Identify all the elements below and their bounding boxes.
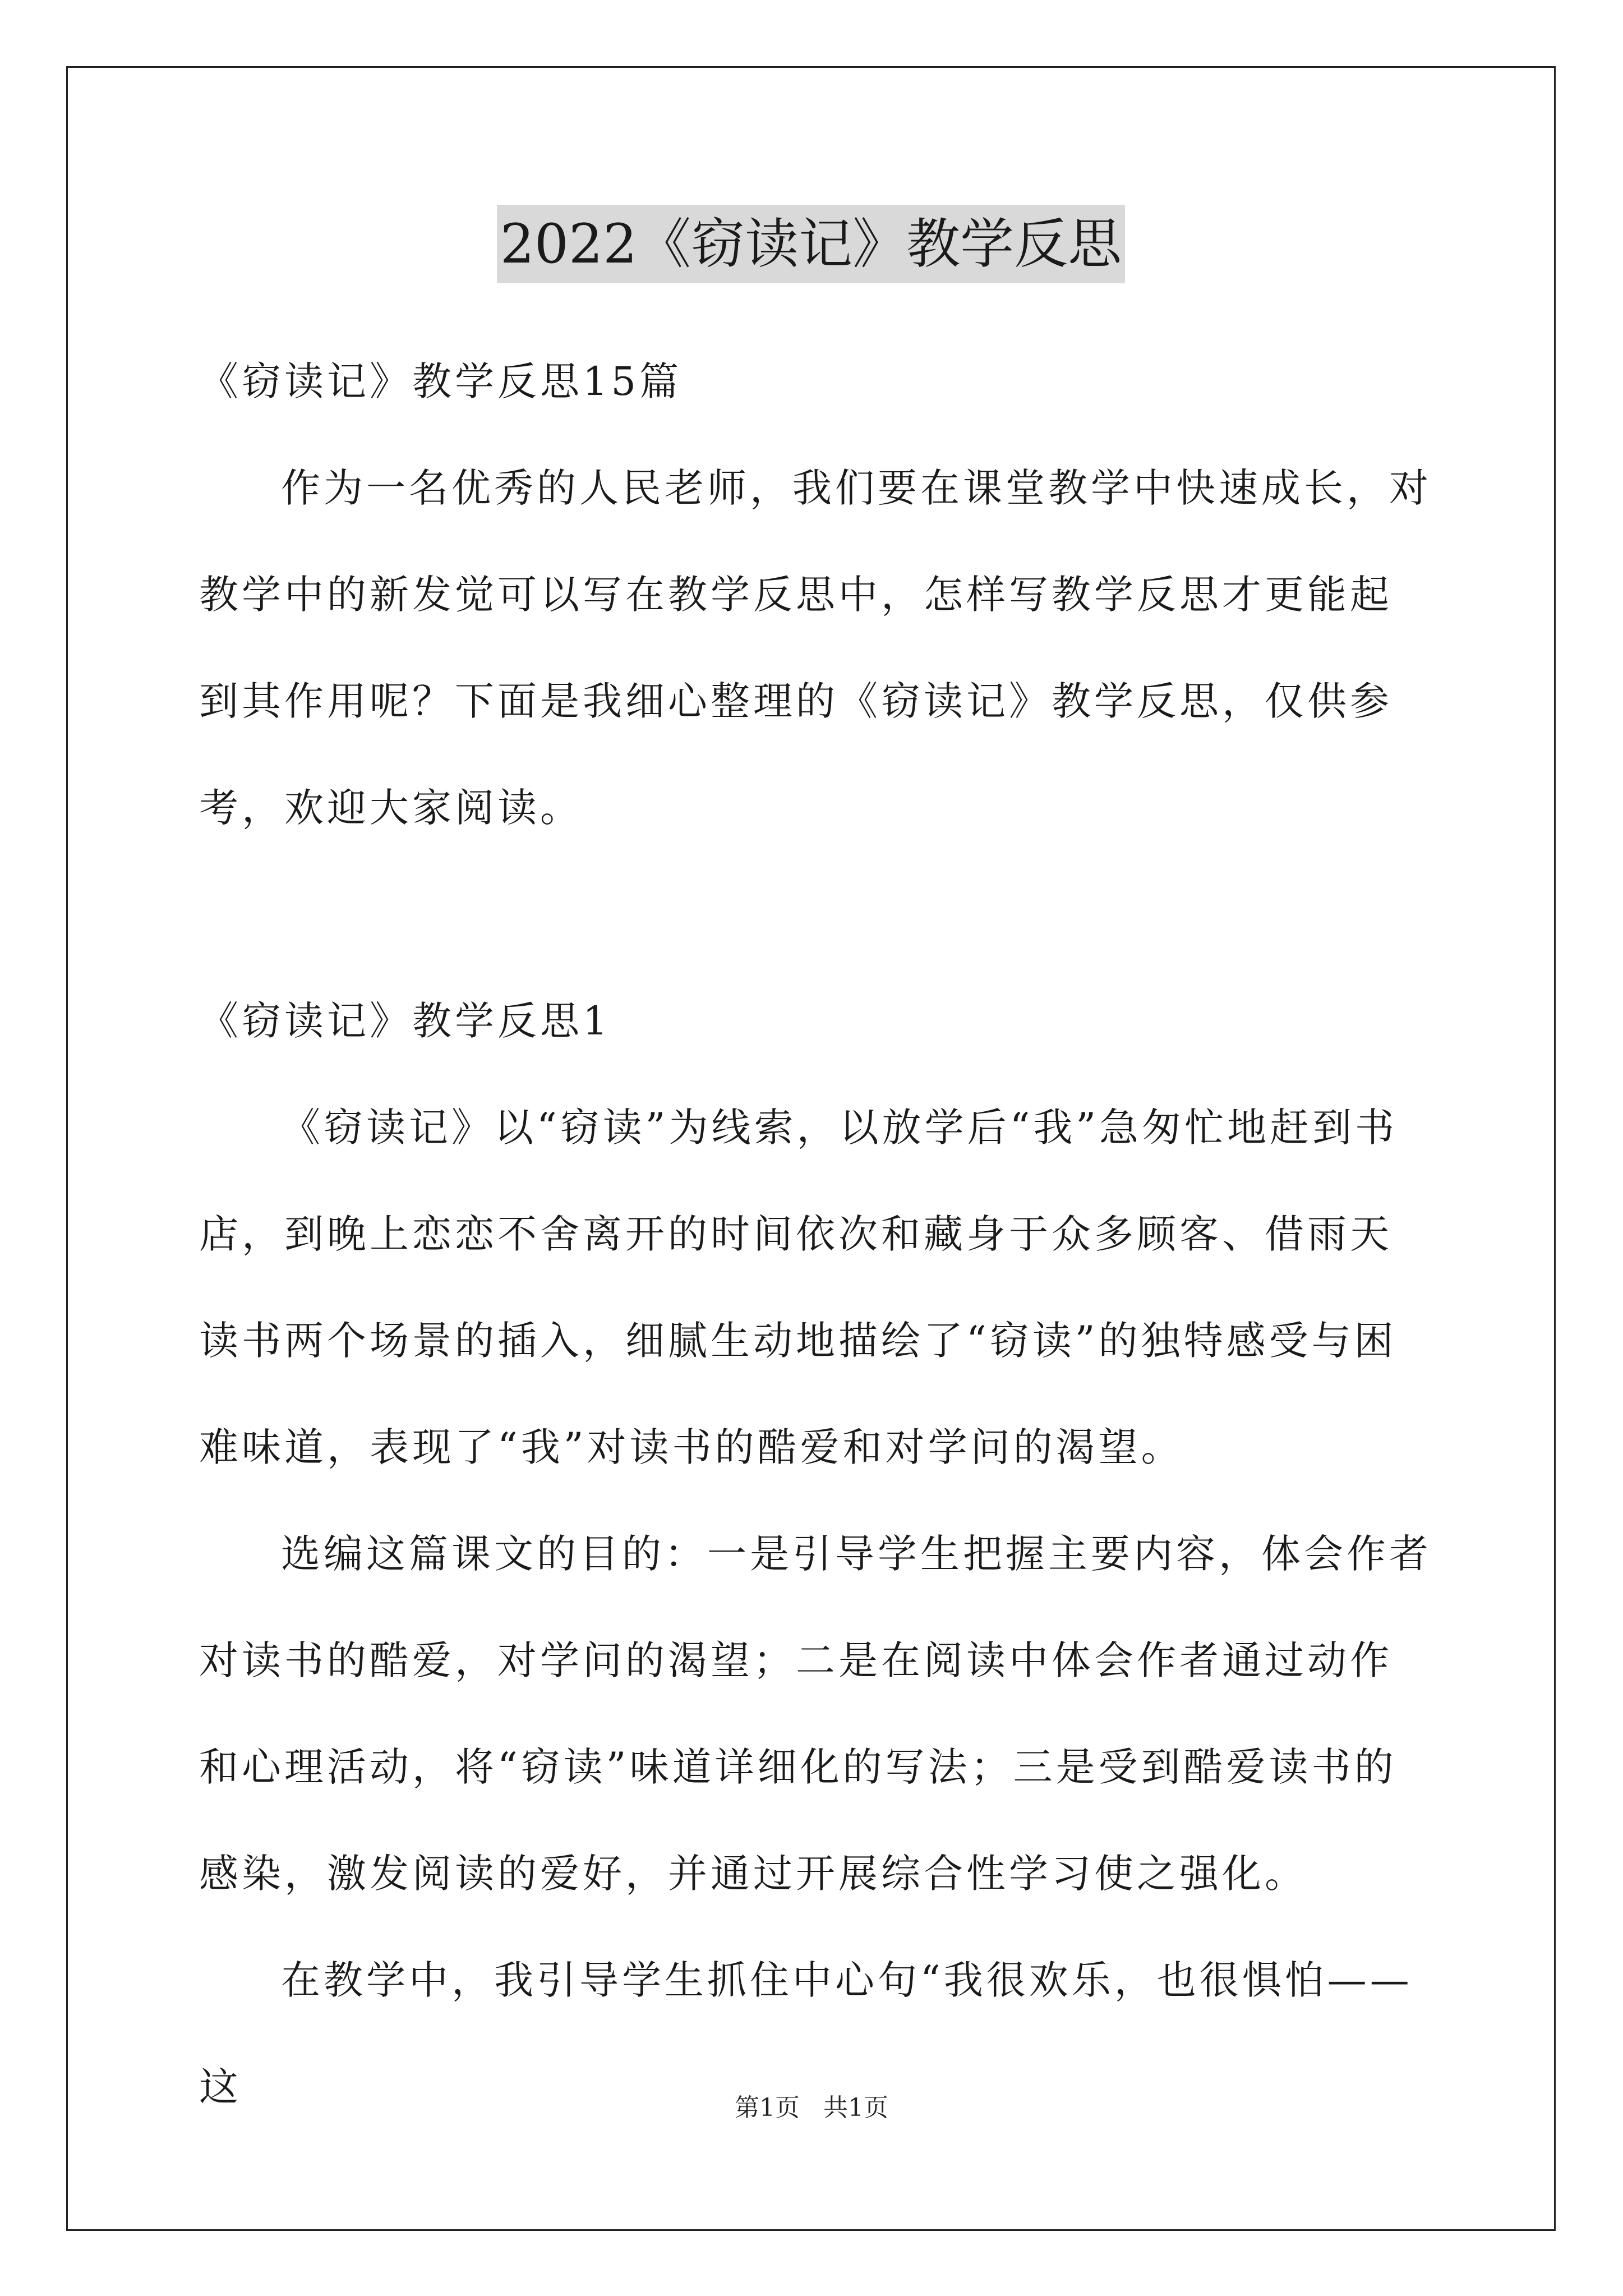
document-body bbox=[199, 194, 1433, 2140]
page-number-current: 第1页 bbox=[735, 2093, 800, 2122]
section-spacer bbox=[199, 861, 1433, 968]
body-paragraph: 在教学中，我引导学生抓住中心句“我很欢乐，也很惧怕——这 bbox=[199, 1957, 1413, 2110]
page-footer bbox=[0, 2091, 1623, 2125]
page-number-total: 共1页 bbox=[823, 2093, 888, 2122]
body-paragraph: 选编这篇课文的目的：一是引导学生把握主要内容，体会作者对读书的酷爱，对学问的渴望；二是在阅读中体会作者通过动作和心理活动，将“窃读”味道详细化的写法；三是受到酷爱读书的感染，激发阅读的爱好，并通过开展综合性学习使之强化。 bbox=[199, 1531, 1432, 1897]
document-subtitle: 《窃读记》教学反思15篇 bbox=[199, 358, 683, 404]
title-container bbox=[66, 194, 1556, 295]
section-heading: 《窃读记》教学反思1 bbox=[199, 998, 611, 1044]
intro-paragraph: 作为一名优秀的人民老师，我们要在课堂教学中快速成长，对教学中的新发觉可以写在教学反思中，怎样写教学反思才更能起到其作用呢？下面是我细心整理的《窃读记》教学反思，仅供参考，欢迎大家阅读。 bbox=[199, 465, 1432, 831]
document-title: 2022《窃读记》教学反思 bbox=[497, 205, 1125, 283]
body-paragraph: 《窃读记》以“窃读”为线索，以放学后“我”急匆忙地赶到书店，到晚上恋恋不舍离开的时间依次和藏身于众多顾客、借雨天读书两个场景的插入，细腻生动地描绘了“窃读”的独特感受与困难味道，表现了“我”对读书的酷爱和对学问的渴望。 bbox=[199, 1105, 1398, 1470]
